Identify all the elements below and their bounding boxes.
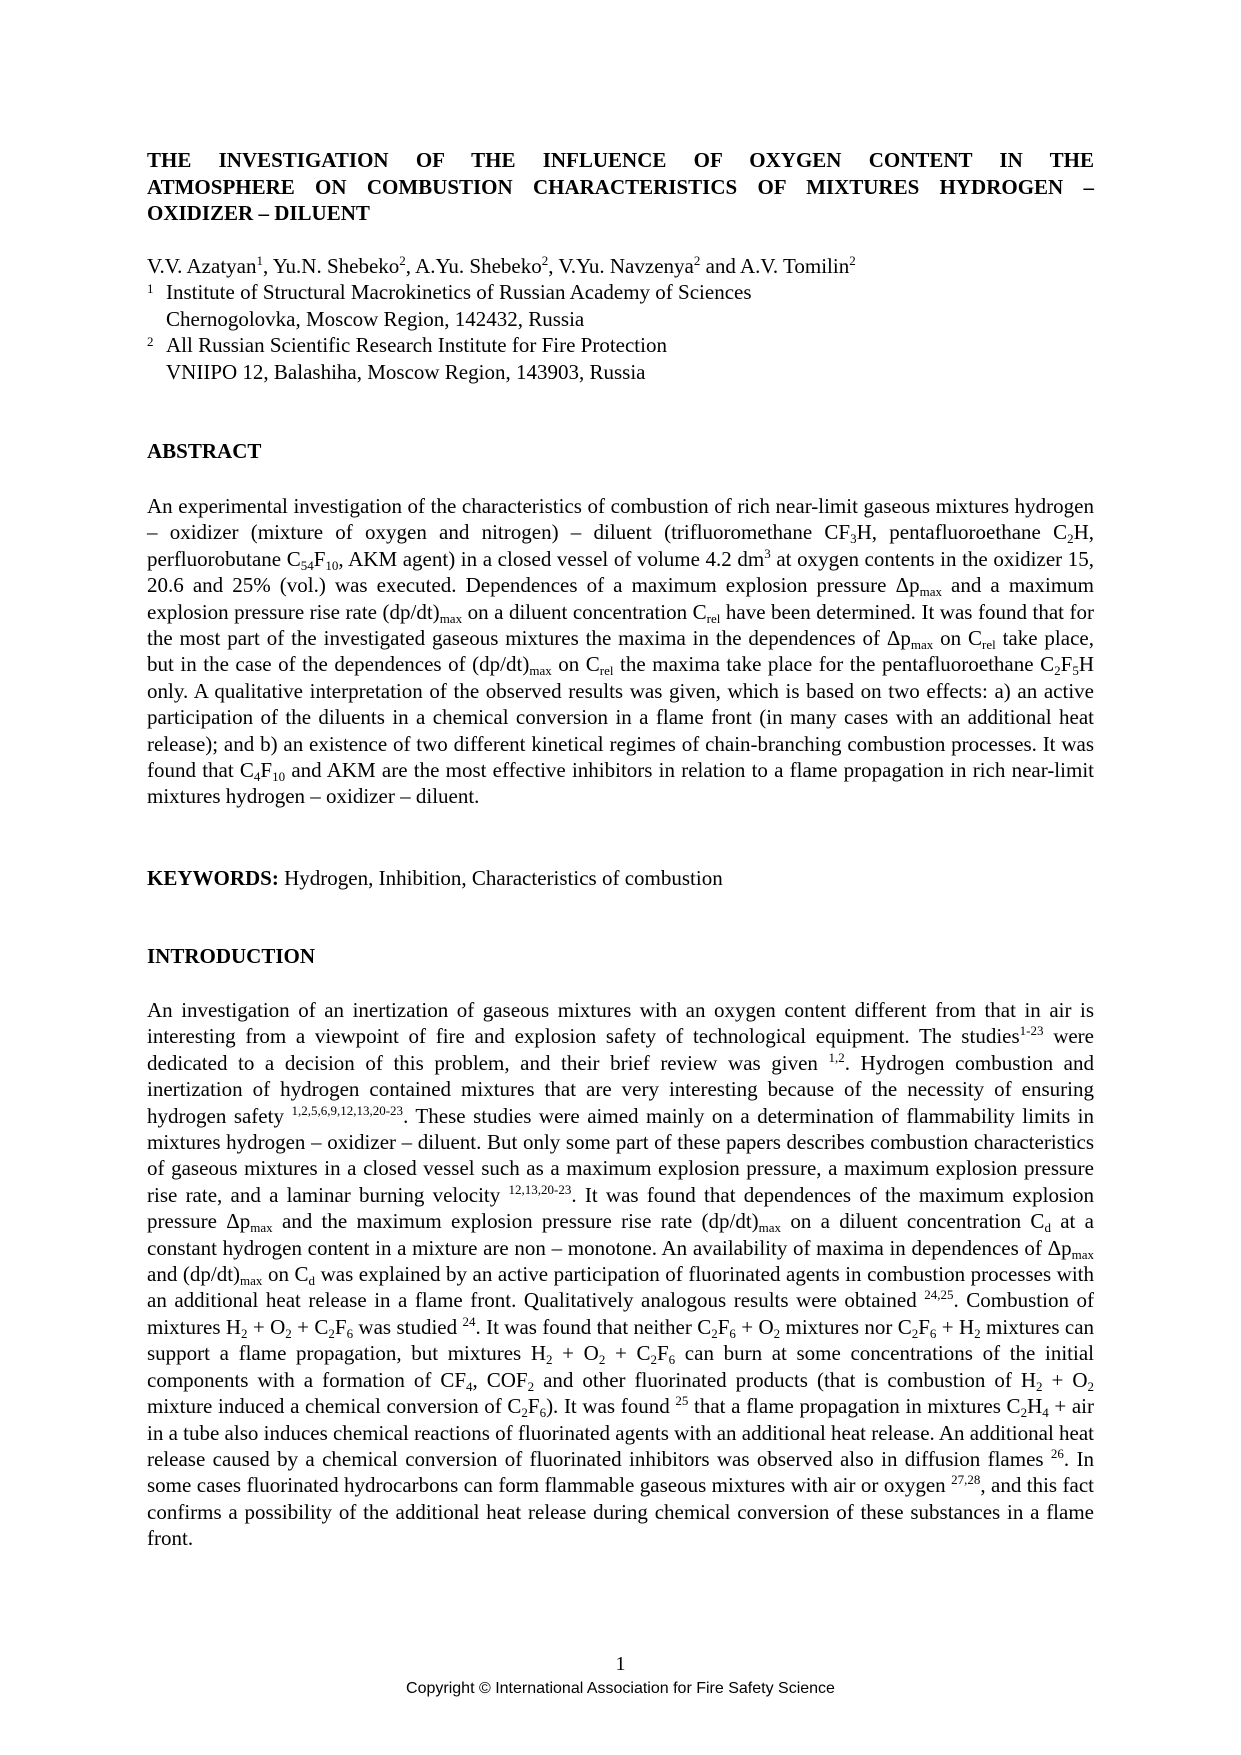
keywords-label: KEYWORDS: [147,866,279,890]
author-separator: , [405,254,416,278]
affiliation-2 [147,332,1094,385]
author-affiliation-ref: 2 [541,253,549,268]
author-affiliation-ref: 2 [399,253,406,268]
affiliation-number: 2 [147,334,154,349]
paper-title [147,147,1094,227]
author-name: V.V. Azatyan [147,254,257,278]
affiliation-number: 1 [147,281,154,296]
affiliation-1 [147,279,1094,332]
author-list [147,253,1094,280]
affiliation-line: All Russian Scientific Research Institute for Fire Protection [166,333,667,357]
author-separator: and [700,254,741,278]
page-number: 1 [615,1653,626,1675]
title-line: OXIDIZER – DILUENT [147,201,370,225]
author-separator: , [262,254,273,278]
author-name: A.V. Tomilin [740,254,850,278]
affiliation-line: Institute of Structural Macrokinetics of Russian Academy of Sciences [166,280,752,304]
author-affiliation-ref: 2 [849,253,856,268]
copyright-notice: Copyright © International Association for Fire Safety Science [406,1680,835,1697]
author-name: V.Yu. Navzenya [558,254,694,278]
abstract-text: An experimental investigation of the characteristics of combustion of rich near-limit gaseous mixtures hydrogen – oxidizer (mixture of oxygen and nitrogen) – diluent (trifluoromethane $CF_3H$, pentafluoroethane $C_2H$, perfluorobutane $C_{54}F_{10}$, AKM agent) in a closed vessel of volume 4.2 $dm^3$ at oxygen contents in the oxidizer 15, 20.6 and 25% (vol.) was executed. Dependences of a maximum explosion pressure $\Delta p_{max}$ and a maximum explosion pressure rise rate $(dp/dt)_{max}$ on a diluent concentration $C_{rel}$ have been determined. It was found that for the most part of the investigated gaseous mixtures the maxima in the dependences of $\Delta p_{max}$ on $C_{rel}$ take place, but in the case of the dependences of $(dp/dt)_{max}$ on $C_{rel}$ the maxima take place for the pentafluoroethane $C_2F_5H$ only. A qualitative interpretation of the observed results was given, which is based on two effects: a) an active participation of the diluents in a chemical conversion in a flame front (in many cases with an additional heat release); and b) an existence of two different kinetical regimes of chain-branching combustion processes. It was found that $C_4F_{10}$ and AKM are the most effective inhibitors in relation to a flame propagation in rich near-limit mixtures hydrogen – oxidizer – diluent. [147,494,1094,809]
introduction-heading: INTRODUCTION [147,944,316,968]
author-name: Yu.N. Shebeko [272,254,400,278]
author-name: A.Yu. Shebeko [415,254,542,278]
author-separator: , [548,254,559,278]
keywords [147,865,723,892]
keywords-text: Hydrogen, Inhibition, Characteristics of combustion [278,866,723,890]
introduction-text: An investigation of an inertization of gaseous mixtures with an oxygen content different from that in air is interesting from a viewpoint of fire and explosion safety of technological equipment. The studies$^{1-23}$ were dedicated to a decision of this problem, and their brief review was given $^{1,2}$. Hydrogen combustion and inertization of hydrogen contained mixtures that are very interesting because of the necessity of ensuring hydrogen safety $^{1,2,5,6,9,12,13,20-23}$. These studies were aimed mainly on a determination of flammability limits in mixtures hydrogen – oxidizer – diluent. But only some part of these papers describes combustion characteristics of gaseous mixtures in a closed vessel such as a maximum explosion pressure, a maximum explosion pressure rise rate, and a laminar burning velocity $^{12,13,20-23}$. It was found that dependences of the maximum explosion pressure $\Delta p_{max}$ and the maximum explosion pressure rise rate $(dp/dt)_{max}$ on a diluent concentration $C_d$ at a constant hydrogen content in a mixture are non – monotone. An availability of maxima in dependences of $\Delta p_{max}$ and $(dp/dt)_{max}$ on $C_d$ was explained by an active participation of fluorinated agents in combustion processes with an additional heat release in a flame front. Qualitatively analogous results were obtained $^{24,25}$. Combustion of mixtures $H_2 + O_2 + C_2F_6$ was studied $^{24}$. It was found that neither $C_2F_6 + O_2$ mixtures nor $C_2F_6 + H_2$ mixtures can support a flame propagation, but mixtures $H_2 + O_2 + C_2F_6$ can burn at some concentrations of the initial components with a formation of $CF_4$, $COF_2$ and other fluorinated products (that is combustion of $H_2 + O_2$ mixture induced a chemical conversion of $C_2F_6$). It was found $^{25}$ that a flame propagation in mixtures $C_2H_4$ + air in a tube also induces chemical reactions of fluorinated agents with an additional heat release. An additional heat release caused by a chemical conversion of fluorinated inhibitors was observed also in diffusion flames $^{26}$. In some cases fluorinated hydrocarbons can form flammable gaseous mixtures with air or oxygen $^{27,28}$, and this fact confirms a possibility of the additional heat release during chemical conversion of these substances in a flame front. [147,998,1095,1551]
title-line: THE INVESTIGATION OF THE INFLUENCE OF OXYGEN CONTENT IN THE [147,148,1094,172]
author-affiliation-ref: 1 [256,253,263,268]
affiliation-line: Chernogolovka, Moscow Region, 142432, Russia [166,306,585,331]
abstract-heading: ABSTRACT [147,439,262,463]
author-affiliation-ref: 2 [693,253,701,268]
title-line: ATMOSPHERE ON COMBUSTION CHARACTERISTICS OF MIXTURES HYDROGEN – [147,174,1094,199]
affiliation-line: VNIIPO 12, Balashiha, Moscow Region, 143903, Russia [166,359,646,384]
